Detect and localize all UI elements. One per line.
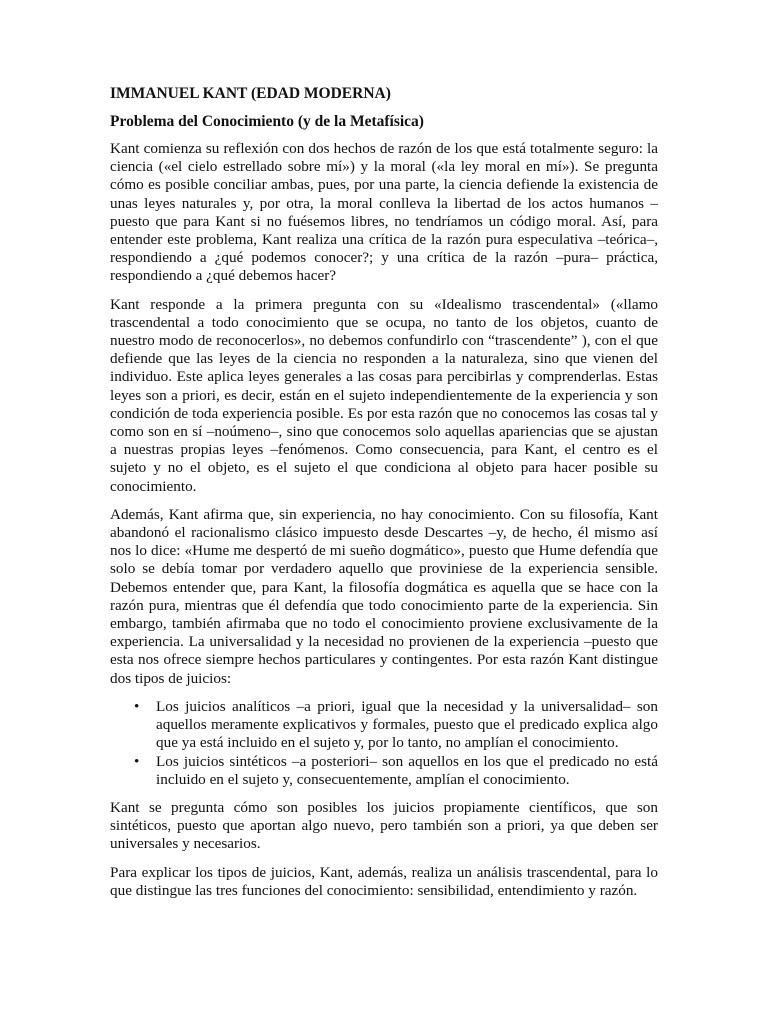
paragraph-intro: Kant comienza su reflexión con dos hechos de razón de los que está totalmente seguro: la ciencia («el cielo estrellado sobre mí») y la moral («la ley moral en mí»). Se pregunta cómo es posible conciliar ambas, pues, por una parte, la ciencia defiende la existencia de unas leyes naturales y, por otra, la moral conlleva la libertad de los actos humanos –puesto que para Kant si no fuésemos libres, no tendríamos un código moral. Así, para entender este problema, Kant realiza una crítica de la razón pura especulativa –teórica–, respondiendo a ¿qué podemos conocer?; y una crítica de la razón –pura– práctica, respondiendo a ¿qué debemos hacer? [110, 140, 658, 285]
document-page [110, 84, 658, 910]
bullet-icon: • [134, 752, 140, 770]
paragraph-experiencia: Además, Kant afirma que, sin experiencia, no hay conocimiento. Con su filosofía, Kant abandonó el racionalismo clásico impuesto desde Descartes –y, de hecho, él mismo así nos lo dice: «Hume me despertó de mi sueño dogmático», puesto que Hume defendía que solo se debía tomar por verdadero aquello que proviniese de la experiencia sensible. Debemos entender que, para Kant, la filosofía dogmática es aquella que se hace con la razón pura, mientras que él defendía que todo conocimiento parte de la experiencia. Sin embargo, también afirmaba que no todo el conocimiento proviene exclusivamente de la experiencia. La universalidad y la necesidad no provienen de la experiencia –puesto que esta nos ofrece siempre hechos particulares y contingentes. Por esta razón Kant distingue dos tipos de juicios: [110, 505, 658, 687]
paragraph-analisis-trascendental: Para explicar los tipos de juicios, Kant, además, realiza un análisis trascendental, para lo que distingue las tres funciones del conocimiento: sensibilidad, entendimiento y razón. [110, 863, 658, 899]
paragraph-juicios-cientificos: Kant se pregunta cómo son posibles los juicios propiamente científicos, que son sintéticos, puesto que aportan algo nuevo, pero también son a priori, ya que deben ser universales y necesarios. [110, 798, 658, 853]
list-item-text: Los juicios sintéticos –a posteriori– son aquellos en los que el predicado no está incluido en el sujeto y, consecuentemente, amplían el conocimiento. [156, 752, 658, 788]
list-item [134, 752, 658, 789]
bullet-icon: • [134, 697, 140, 715]
juicios-list [110, 698, 658, 789]
list-item-text: Los juicios analíticos –a priori, igual que la necesidad y la universalidad– son aquellos meramente explicativos y formales, puesto que el predicado explica algo que ya está incluido en el sujeto y, por lo tanto, no amplían el conocimiento. [156, 697, 658, 752]
list-item [134, 697, 658, 753]
section-subtitle: Problema del Conocimiento (y de la Metafísica) [110, 113, 424, 130]
document-title: IMMANUEL KANT (EDAD MODERNA) [110, 85, 391, 102]
paragraph-idealismo: Kant responde a la primera pregunta con su «Idealismo trascendental» («llamo trascendental a todo conocimiento que se ocupa, no tanto de los objetos, cuanto de nuestro modo de reconocerlos», no debemos confundirlo con “trascendente” ), con el que defiende que las leyes de la ciencia no responden a la naturaleza, sino que vienen del individuo. Este aplica leyes generales a las cosas para percibirlas y comprenderlas. Estas leyes son a priori, es decir, están en el sujeto independientemente de la experiencia y son condición de toda experiencia posible. Es por esta razón que no conocemos las cosas tal y como son en sí –noúmeno–, sino que conocemos solo aquellas apariencias que se ajustan a nuestras propias leyes –fenómenos. Como consecuencia, para Kant, el centro es el sujeto y no el objeto, es el sujeto el que condiciona al objeto para hacer posible su conocimiento. [110, 295, 658, 495]
